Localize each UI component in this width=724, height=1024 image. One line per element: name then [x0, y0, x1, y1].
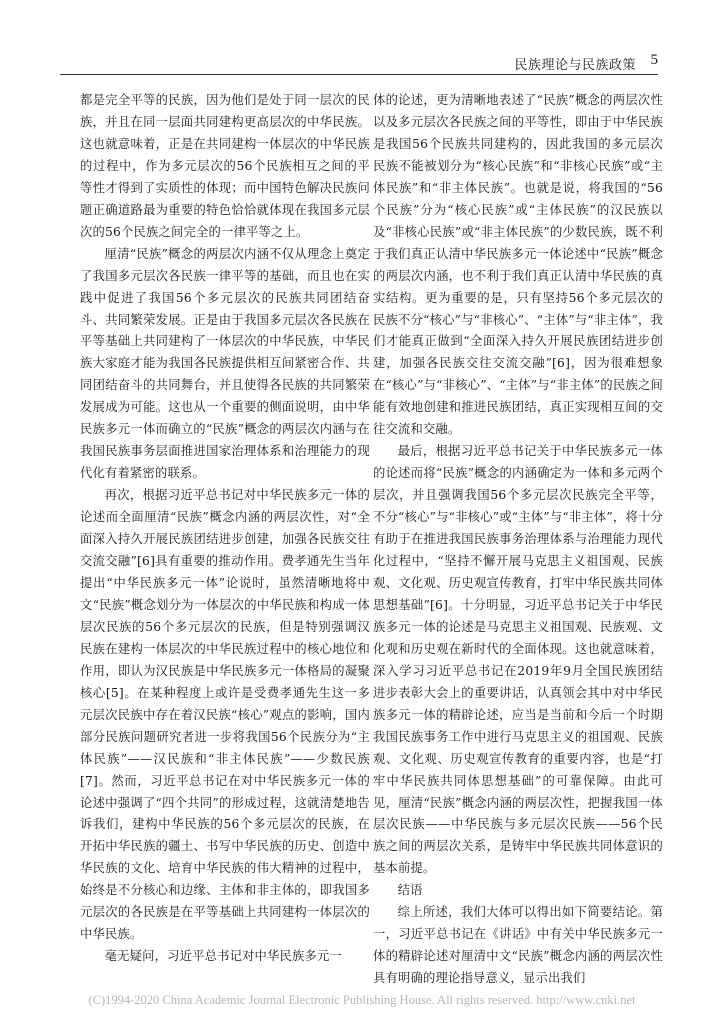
paragraph: 毫无疑问，习近平总书记对中华民族多元一	[104, 949, 343, 964]
running-header	[60, 50, 658, 75]
section-heading-conclusion: 结语	[397, 883, 423, 898]
journal-section-title: 民族理论与民族政策	[514, 58, 636, 73]
paragraph: 厘清“民族”概念的两层次内涵不仅从理念上奠定了我国多元层次各民族一律平等的基础，而且也在实践中促进了我国56个多元层次的民族共同团结奋斗、共同繁荣发展。正是由于我国多元层次各民族在平等基础上共同建构了一体层次的中华民族，中华民族大家庭才能为我国各民族提供相互间紧密合作、共同团结奋斗的共同舞台，并且使得各民族的共同繁荣发展成为可能。这也从一个重要的侧面说明，由中华民族多元一体而确立的“民族”概念的两层次内涵与在我国民族事务层面推进国家治理体系和治理能力的现代化有着紧密的联系。	[80, 246, 370, 481]
paragraph: 再次，根据习近平总书记对中华民族多元一体的论述而全面厘清“民族”概念内涵的两层次性，对“全面深入持久开展民族团结进步创建，加强各民族交往交流交融”[6]具有重要的推动作用。费孝通先生当年提出“中华民族多元一体”论说时，虽然清晰地将中文“民族”概念划分为一体层次的中华民族和构成一体层次民族的56个多元层次的民族，但是特别强调汉民族在建构一体层次的中华民族过程中的核心地位和作用，即认为汉民族是中华民族多元一体格局的凝聚核心[5]。在某种程度上或许是受费孝通先生这一多元层次民族中存在着汉民族“核心”观点的影响，国内部分民族问题研究者进一步将我国56个民族分为“主体民族”——汉民族和“非主体民族”——少数民族[7]。然而，习近平总书记在对中华民族多元一体的论述中强调了“四个共同”的形成过程，这就清楚地告诉我们，建构中华民族的56个多元层次的民族，在开拓中华民族的疆土、书写中华民族的历史、创造中华民族的文化、培育中华民族的伟大精神的过程中，始终是不分核心和边缘、主体和非主体的，即我国多元层次的各民族是在平等基础上共同建构一体层次的中华民族。	[80, 488, 370, 942]
left-column	[80, 90, 370, 968]
copyright-watermark: (C)1994-2020 China Academic Journal Electronic Publishing House. All rights reserved. http://www.cnki.net	[88, 993, 636, 1007]
page-number: 5	[650, 52, 658, 68]
paragraph: 体的论述，更为清晰地表述了“民族”概念的两层次性以及多元层次各民族之间的平等性，即由于中华民族是我国56个民族共同建构的，因此我国的多元层次民族不能被划分为“核心民族”和“非核心民族”或“主体民族”和“非主体民族”。也就是说，将我国的“56个民族”分为“核心民族”或“主体民族”的汉民族以及“非核心民族”或“非主体民族”的少数民族，既不利于我们真正认清中华民族多元一体论述中“民族”概念的两层次内涵，也不利于我们真正认清中华民族的真实结构。更为重要的是，只有坚持56个多元层次的民族不分“核心”与“非核心”、“主体”与“非主体”，我们才能真正做到“全面深入持久开展民族团结进步创建，加强各民族交往交流交融”[6]，因为很难想象在“核心”与“非核心”、“主体”与“非主体”的民族之间能有效地创建和推进民族团结，真正实现相互间的交往交流和交融。	[373, 93, 663, 437]
right-column	[373, 90, 663, 990]
paragraph: 综上所述，我们大体可以得出如下简要结论。第一，习近平总书记在《讲话》中有关中华民族多元一体的精辟论述对厘清中文“民族”概念内涵的两层次性具有明确的理论指导意义，显示出我们	[373, 905, 663, 986]
paragraph: 都是完全平等的民族，因为他们是处于同一层次的民族，并且在同一层面共同建构更高层次的中华民族。这也就意味着，正是在共同建构一体层次的中华民族的过程中，作为多元层次的56个民族相互之间的平等性才得到了实质性的体现；而中国特色解决民族问题正确道路最为重要的特色恰恰就体现在我国多元层次的56个民族之间完全的一律平等之上。	[80, 93, 370, 239]
paragraph: 最后，根据习近平总书记关于中华民族多元一体的论述而将“民族”概念的内涵确定为一体和多元两个层次，并且强调我国56个多元层次民族完全平等，不分“核心”与“非核心”或“主体”与“非主体”，将十分有助于在推进我国民族事务治理体系与治理能力现代化过程中，“坚持不懈开展马克思主义祖国观、民族观、文化观、历史观宣传教育，打牢中华民族共同体思想基础”[6]。十分明显，习近平总书记关于中华民族多元一体的论述是马克思主义祖国观、民族观、文化观和历史观在新时代的全面体现。这也就意味着，深入学习习近平总书记在2019年9月全国民族团结进步表彰大会上的重要讲话，认真领会其中对中华民族多元一体的精辟论述，应当是当前和今后一个时期我国民族事务工作中进行马克思主义的祖国观、民族观、文化观、历史观宣传教育的重要内容，也是“打牢中华民族共同体思想基础”的可靠保障。由此可见，厘清“民族”概念内涵的两层次性，把握我国一体层次民族——中华民族与多元层次民族——56个民族之间的两层次关系，是铸牢中华民族共同体意识的基本前提。	[373, 444, 663, 876]
